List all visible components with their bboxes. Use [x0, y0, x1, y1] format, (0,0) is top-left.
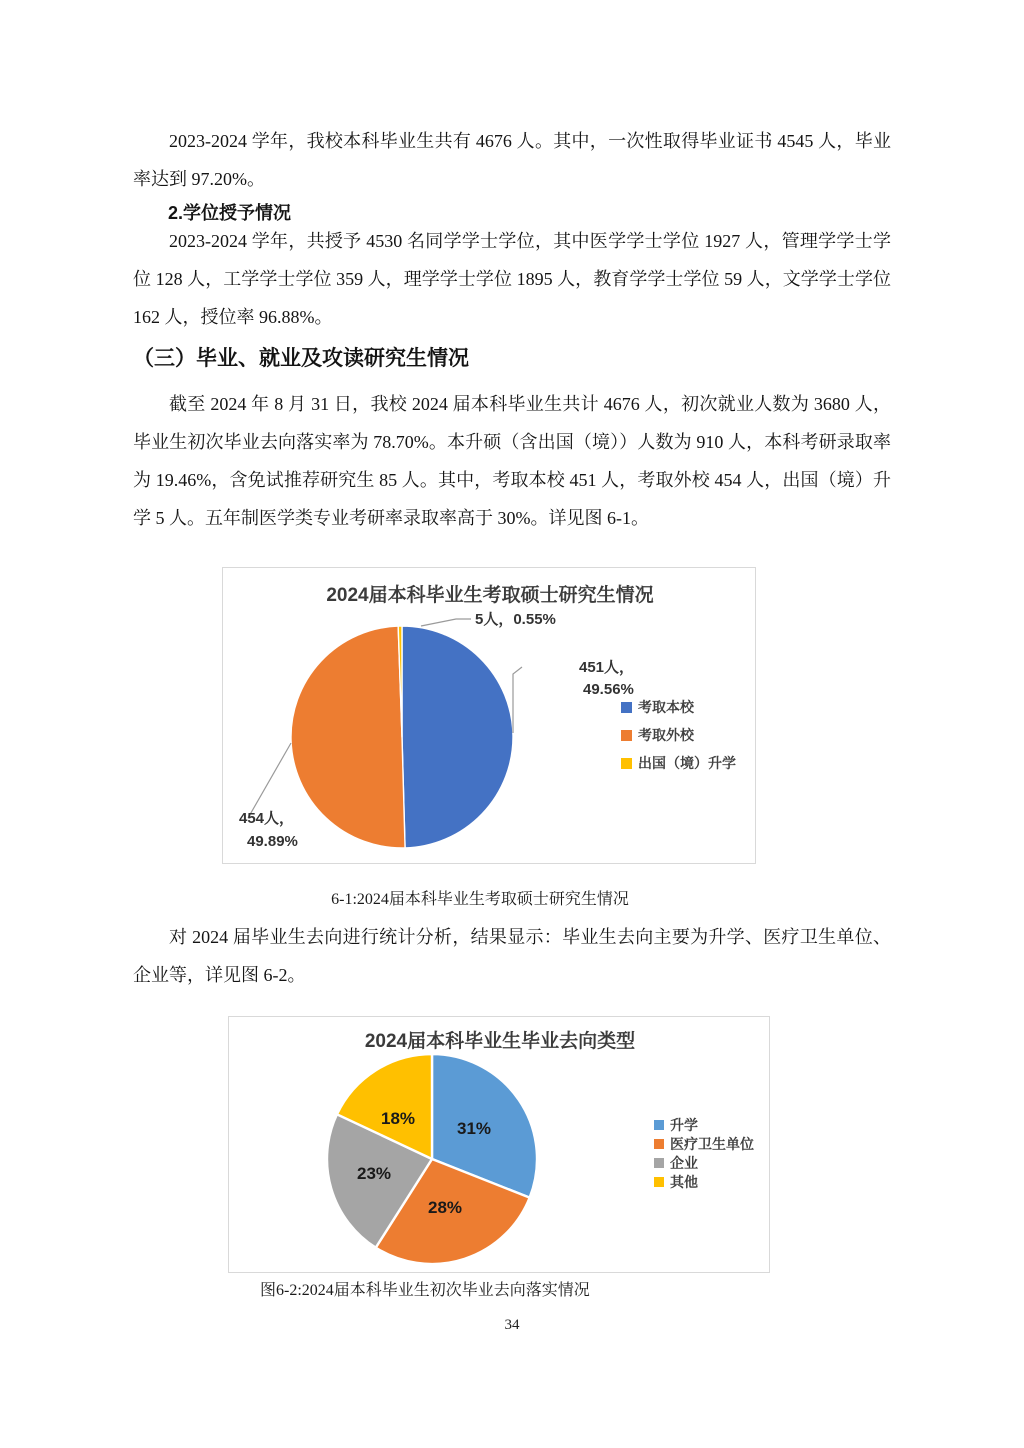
pct-label-enterprise: 23%: [356, 1164, 392, 1183]
legend-label-medical: 医疗卫生单位: [670, 1136, 754, 1152]
postgraduate-pie-chart-svg: [223, 568, 755, 863]
legend-swatch-abroad: [621, 758, 632, 769]
legend-label-other-school: 考取外校: [638, 727, 694, 743]
pie-slices-group: [327, 1054, 537, 1264]
callout-abroad: 5人，0.55%: [475, 611, 556, 628]
chart2-legend: [654, 1117, 754, 1190]
heading-section-employment: （三）毕业、就业及攻读研究生情况: [133, 347, 469, 370]
pie-slice-1: [291, 626, 405, 848]
legend-swatch-other: [654, 1177, 664, 1187]
legend-swatch-further-study: [654, 1120, 664, 1130]
leader-line-other-school: [248, 743, 291, 818]
legend-swatch-medical: [654, 1139, 664, 1149]
legend-label-own-school: 考取本校: [638, 699, 694, 715]
paragraph-degree-stats: 2023-2024 学年，共授予 4530 名同学学士学位，其中医学学士学位 1927 人，管理学学士学位 128 人，工学学士学位 359 人，理学学士学位 1895 人，教育学学士学位 59 人，文学学士学位 162 人，授位率 96.88%。: [133, 231, 891, 327]
legend-label-further-study: 升学: [670, 1117, 698, 1133]
paragraph-graduate-count: 2023-2024 学年，我校本科毕业生共有 4676 人。其中，一次性取得毕业证书 4545 人，毕业率达到 97.20%。: [133, 131, 891, 189]
legend-swatch-other-school: [621, 730, 632, 741]
legend-label-enterprise: 企业: [670, 1155, 698, 1171]
legend-swatch-own-school: [621, 702, 632, 713]
paragraph-employment-stats: 截至 2024 年 8 月 31 日，我校 2024 届本科毕业生共计 4676 人，初次就业人数为 3680 人，毕业生初次毕业去向落实率为 78.70%。本升硕（含出国（境））人数为 910 人，本科考研录取率为 19.46%，含免试推荐研究生 85 人。其中，考取本校 451 人，考取外校 454 人，出国（境）升学 5 人。五年制医学类专业考研率录取率高于 30%。详见图 6-1。: [133, 394, 891, 528]
legend-label-abroad: 出国（境）升学: [638, 755, 736, 771]
heading-degree-conferral: 2.学位授予情况: [168, 203, 292, 223]
chart-postgraduate-admission: [222, 567, 756, 864]
legend-label-other: 其他: [670, 1174, 698, 1190]
chart-graduation-destination: [228, 1016, 770, 1273]
chart2-title: 2024届本科毕业生毕业去向类型: [364, 1031, 636, 1052]
figure-caption-6-2: 图6-2:2024届本科毕业生初次毕业去向落实情况: [260, 1282, 590, 1299]
leader-line-own-school: [513, 667, 522, 733]
callout-other-school-line2: 49.89%: [247, 833, 298, 850]
chart1-title: 2024届本科毕业生考取硕士研究生情况: [326, 585, 654, 606]
chart1-legend: [621, 699, 736, 771]
leader-line-abroad: [421, 619, 471, 626]
pct-label-other: 18%: [380, 1109, 416, 1128]
pie-slices-group: [291, 626, 513, 848]
paragraph-destination-analysis: 对 2024 届毕业生去向进行统计分析，结果显示：毕业生去向主要为升学、医疗卫生单位、企业等，详见图 6-2。: [133, 927, 891, 985]
callout-other-school-line1: 454人，: [239, 810, 295, 827]
figure-caption-6-1: 6-1:2024届本科毕业生考取硕士研究生情况: [331, 891, 629, 908]
page-number: 34: [504, 1317, 520, 1333]
pct-label-medical: 28%: [427, 1198, 463, 1217]
pie-slice-0: [402, 626, 513, 848]
pct-label-further-study: 31%: [456, 1119, 492, 1138]
callout-own-school-line1: 451人，: [579, 659, 635, 676]
destination-pie-chart-svg: [229, 1017, 769, 1272]
callout-own-school-line2: 49.56%: [583, 681, 634, 698]
legend-swatch-enterprise: [654, 1158, 664, 1168]
